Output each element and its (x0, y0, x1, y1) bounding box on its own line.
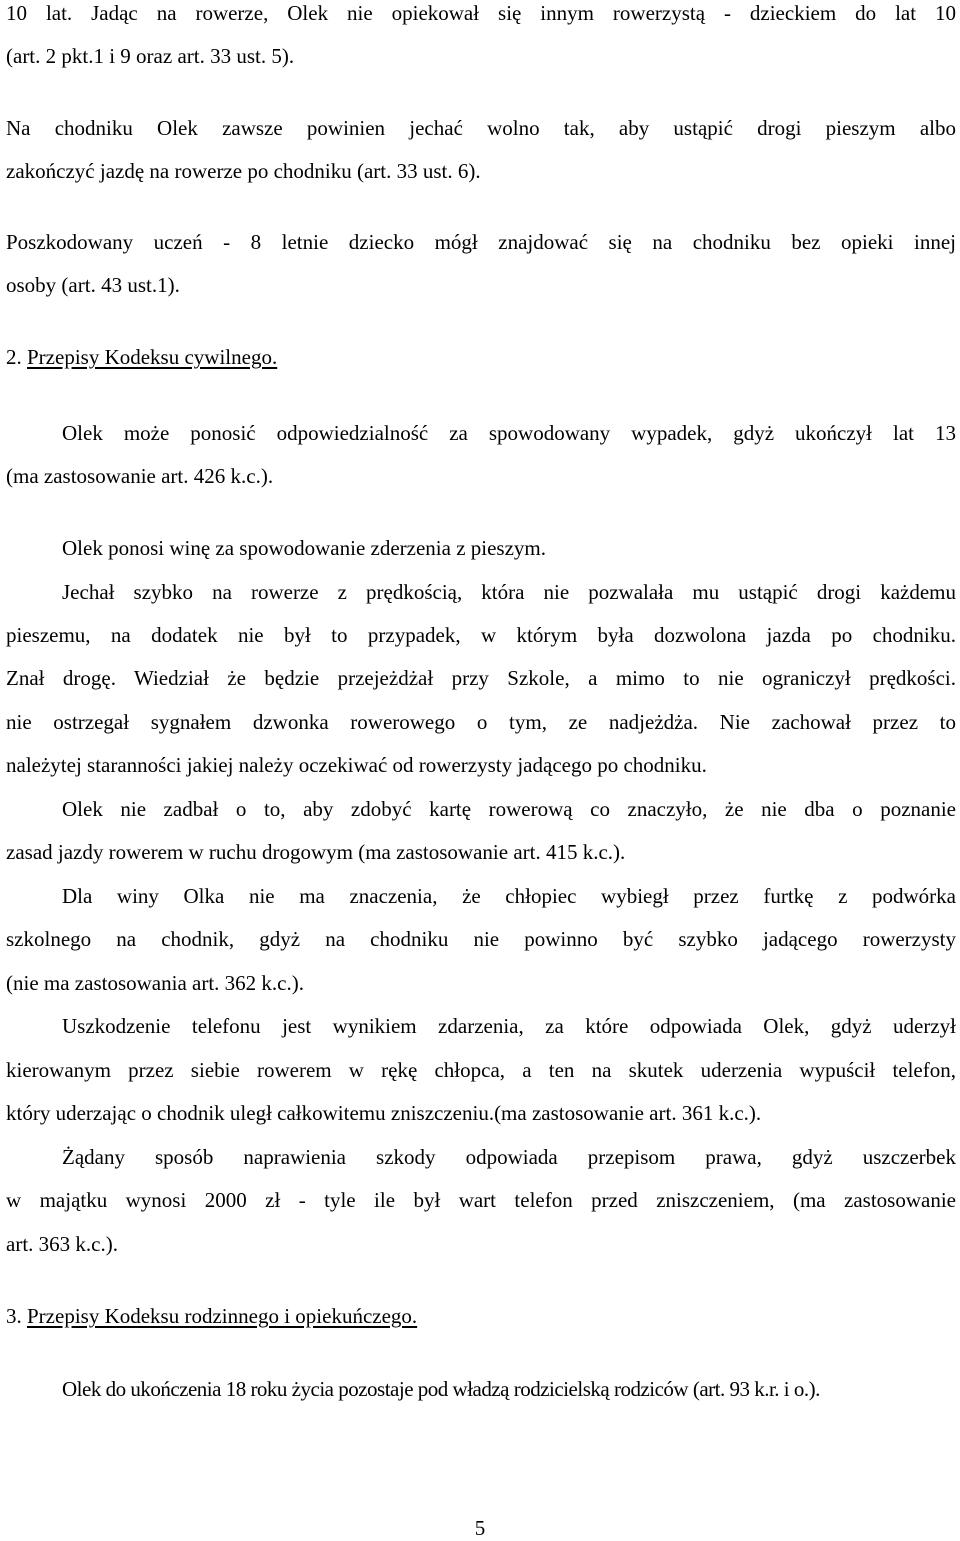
paragraph-line: Olek do ukończenia 18 roku życia pozostaje pod władzą rodzicielską rodziców (art. 93 k.r. i o.). (62, 1377, 820, 1401)
section-number: 3. (6, 1304, 22, 1328)
paragraph-line: Dla winy Olka nie ma znaczenia, że chłopiec wybiegł przez furtkę z podwórka (62, 884, 956, 908)
page-number: 5 (474, 1516, 486, 1540)
paragraph-line: zakończyć jazdę na rowerze po chodniku (art. 33 ust. 6). (6, 159, 481, 183)
paragraph-line: art. 363 k.c.). (6, 1232, 118, 1256)
paragraph-line: (art. 2 pkt.1 i 9 oraz art. 33 ust. 5). (6, 44, 295, 68)
paragraph-line: (nie ma zastosowania art. 362 k.c.). (6, 971, 304, 995)
paragraph-line: nie ostrzegał sygnałem dzwonka rowerowego o tym, ze nadjeżdża. Nie zachował przez to (6, 710, 956, 734)
paragraph-line: Znał drogę. Wiedział że będzie przejeżdżał przy Szkole, a mimo to nie ograniczył prędkości. (6, 666, 956, 690)
paragraph-line: Uszkodzenie telefonu jest wynikiem zdarzenia, za które odpowiada Olek, gdyż uderzył (62, 1014, 956, 1038)
paragraph-line: kierowanym przez siebie rowerem w rękę chłopca, a ten na skutek uderzenia wypuścił telefon, (6, 1058, 956, 1082)
paragraph-line: Olek ponosi winę za spowodowanie zderzenia z pieszym. (62, 536, 547, 560)
paragraph-line: Olek może ponosić odpowiedzialność za spowodowany wypadek, gdyż ukończył lat 13 (62, 421, 956, 445)
section-heading-2 (6, 344, 277, 370)
paragraph-line: Olek nie zadbał o to, aby zdobyć kartę rowerową co znaczyło, że nie dba o poznanie (62, 797, 956, 821)
section-heading-3 (6, 1303, 417, 1329)
paragraph-line: Żądany sposób naprawienia szkody odpowiada przepisom prawa, gdyż uszczerbek (62, 1145, 956, 1169)
paragraph-line: w majątku wynosi 2000 zł - tyle ile był wart telefon przed zniszczeniem, (ma zastosowanie (6, 1188, 956, 1212)
section-title: Przepisy Kodeksu rodzinnego i opiekuńczego. (27, 1304, 418, 1328)
paragraph-line: osoby (art. 43 ust.1). (6, 273, 180, 297)
paragraph-line: Poszkodowany uczeń - 8 letnie dziecko mógł znajdować się na chodniku bez opieki innej (6, 230, 956, 254)
paragraph-line: 10 lat. Jadąc na rowerze, Olek nie opiekował się innym rowerzystą - dzieckiem do lat 10 (6, 1, 956, 25)
paragraph-line: szkolnego na chodnik, gdyż na chodniku nie powinno być szybko jadącego rowerzysty (6, 927, 956, 951)
section-number: 2. (6, 345, 22, 369)
paragraph-line: zasad jazdy rowerem w ruchu drogowym (ma zastosowanie art. 415 k.c.). (6, 840, 626, 864)
paragraph-line: należytej staranności jakiej należy oczekiwać od rowerzysty jadącego po chodniku. (6, 753, 707, 777)
paragraph-line: Na chodniku Olek zawsze powinien jechać wolno tak, aby ustąpić drogi pieszym albo (6, 116, 956, 140)
section-title: Przepisy Kodeksu cywilnego. (27, 345, 278, 369)
paragraph-line: który uderzając o chodnik uległ całkowitemu zniszczeniu.(ma zastosowanie art. 361 k.c.). (6, 1101, 762, 1125)
paragraph-line: Jechał szybko na rowerze z prędkością, która nie pozwalała mu ustąpić drogi każdemu (62, 580, 956, 604)
paragraph-line: (ma zastosowanie art. 426 k.c.). (6, 464, 274, 488)
paragraph-line: pieszemu, na dodatek nie był to przypadek, w którym była dozwolona jazda po chodniku. (6, 623, 956, 647)
